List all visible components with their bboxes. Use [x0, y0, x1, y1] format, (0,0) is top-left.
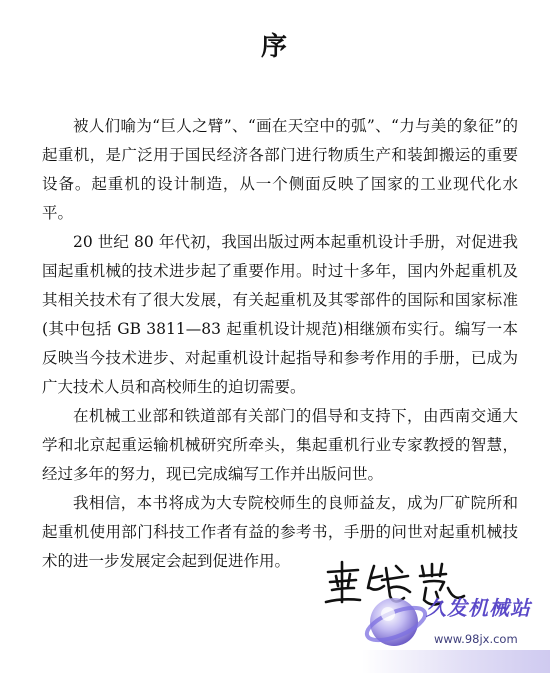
- preface-body: [42, 112, 518, 576]
- paragraph-3: 在机械工业部和铁道部有关部门的倡导和支持下，由西南交通大学和北京起重运输机械研究所牵头，集起重机行业专家教授的智慧，经过多年的努力，现已完成编写工作并出版问世。: [42, 407, 518, 483]
- paragraph-2: 20 世纪 80 年代初，我国出版过两本起重机设计手册，对促进我国起重机械的技术进步起了重要作用。时过十多年，国内外起重机及其相关技术有了很大发展，有关起重机及其零部件的国际和国家标准(其中包括 GB 3811—83 起重机设计规范)相继颁布实行。编写一本反映当今技术进步、对起重机设计起指导和参考作用的手册，已成为广大技术人员和高校师生的迫切需要。: [42, 233, 518, 396]
- site-watermark: [362, 580, 550, 673]
- globe-ring-logo-icon: [362, 586, 432, 656]
- watermark-site-name: 久发机械站: [426, 596, 531, 620]
- watermark-url: www.98jx.com: [434, 632, 518, 646]
- paragraph-4: 我相信，本书将成为大专院校师生的良师益友，成为厂矿院所和起重机使用部门科技工作者有益的参考书，手册的问世对起重机械技术的进一步发展定会起到促进作用。: [42, 494, 518, 570]
- paragraph-1: 被人们喻为“巨人之臂”、“画在天空中的弧”、“力与美的象征”的起重机，是广泛用于国民经济各部门进行物质生产和装卸搬运的重要设备。起重机的设计制造，从一个侧面反映了国家的工业现代化水平。: [42, 117, 518, 222]
- preface-title: 序: [260, 32, 289, 62]
